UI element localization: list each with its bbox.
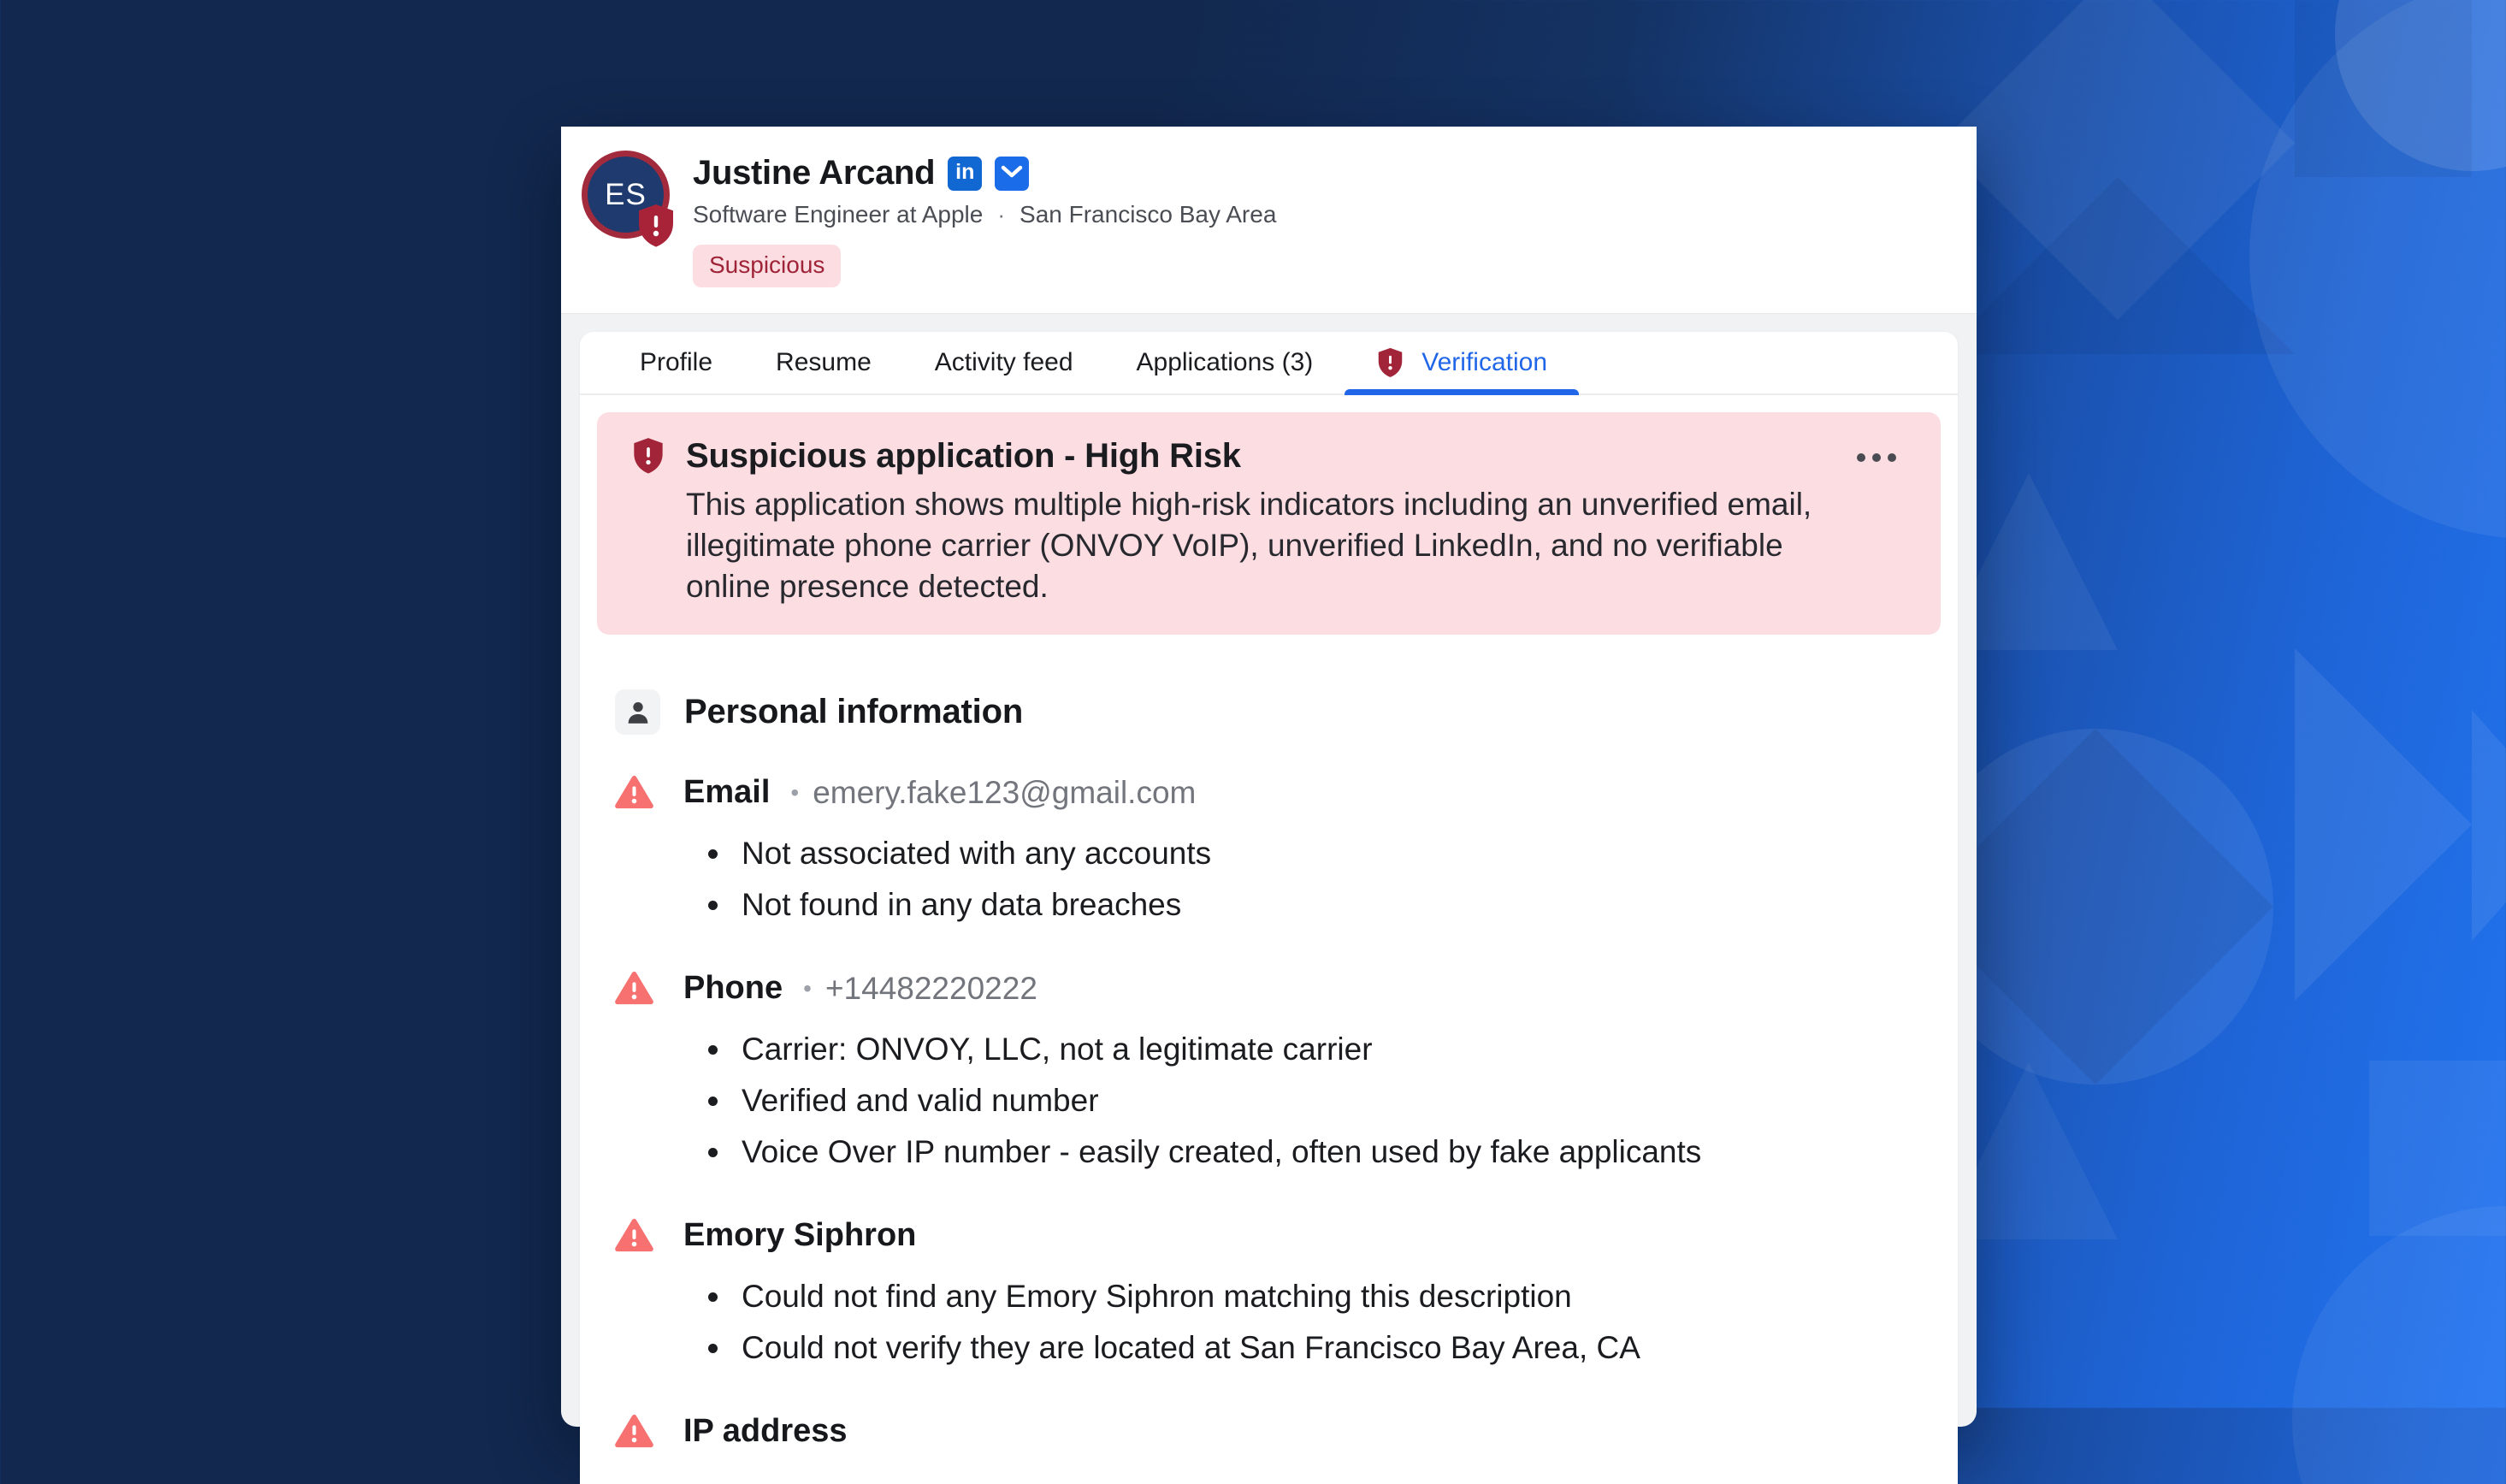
item-label: IP address — [683, 1413, 848, 1449]
linkedin-icon[interactable]: in — [948, 157, 982, 191]
candidate-profile-card — [561, 127, 1977, 1449]
label-value-separator: • — [790, 778, 800, 806]
avatar — [582, 151, 670, 239]
verification-item-ip — [615, 1413, 1920, 1450]
finding-bullet: • Voice Over IP number - easily created, often used by fake applicants — [733, 1126, 1920, 1178]
finding-bullet: • Not found in any data breaches — [733, 879, 1920, 931]
tab-profile[interactable]: Profile — [640, 348, 713, 376]
person-icon — [615, 689, 660, 735]
shield-alert-icon — [1376, 346, 1404, 379]
verification-item-phone — [615, 970, 1920, 1178]
header-info — [693, 151, 1276, 287]
item-label: Emory Siphron — [683, 1217, 917, 1253]
mail-icon[interactable] — [995, 157, 1029, 191]
candidate-location: San Francisco Bay Area — [1020, 201, 1277, 228]
tab-verification-label: Verification — [1421, 348, 1548, 376]
content-panel — [580, 332, 1958, 1484]
shield-alert-icon — [631, 436, 665, 476]
phone-value: +14482220222 — [824, 970, 1037, 1006]
overflow-menu-icon[interactable] — [1852, 448, 1901, 467]
candidate-name: Justine Arcand — [693, 154, 936, 192]
suspicious-badge: Suspicious — [693, 245, 841, 287]
tab-activity-feed[interactable]: Activity feed — [934, 348, 1073, 376]
finding-bullet: • Carrier: ONVOY, LLC, not a legitimate carrier — [733, 1024, 1920, 1075]
card-body — [561, 314, 1977, 1484]
risk-alert-banner — [597, 412, 1941, 635]
finding-bullet: • Could not find any Emory Siphron matching this description — [733, 1271, 1920, 1322]
personal-info-header — [615, 689, 1920, 735]
alert-title: Suspicious application - High Risk — [686, 436, 1241, 475]
tab-bar — [580, 332, 1958, 395]
warning-triangle-icon — [615, 775, 653, 810]
avatar-initials: ES — [582, 151, 670, 239]
item-label: Email — [683, 774, 771, 810]
tab-verification[interactable] — [1345, 332, 1579, 393]
finding-bullet: • Could not verify they are located at San Francisco Bay Area, CA — [733, 1322, 1920, 1374]
candidate-role: Software Engineer at Apple — [693, 201, 984, 228]
alert-description: This application shows multiple high-risk indicators including an unverified email, illegitimate phone carrier (ONVOY VoIP), unverified LinkedIn, and no verifiable online presence detected. — [686, 487, 1812, 604]
label-value-separator: • — [803, 974, 812, 1002]
email-value: emery.fake123@gmail.com — [813, 774, 1197, 810]
finding-bullet: • Verified and valid number — [733, 1075, 1920, 1126]
warning-triangle-icon — [615, 971, 653, 1006]
avatar-alert-shield-icon — [635, 203, 677, 249]
item-label: Phone — [683, 970, 783, 1006]
verification-sections — [580, 635, 1958, 1484]
warning-triangle-icon — [615, 1414, 653, 1449]
warning-triangle-icon — [615, 1218, 653, 1253]
candidate-subtitle — [693, 201, 1276, 228]
tab-resume[interactable]: Resume — [776, 348, 872, 376]
verification-item-name — [615, 1217, 1920, 1374]
tab-applications[interactable]: Applications (3) — [1136, 348, 1314, 376]
verification-item-email — [615, 774, 1920, 931]
subtitle-separator: · — [997, 201, 1006, 228]
profile-header — [561, 127, 1977, 314]
section-title: Personal information — [684, 693, 1024, 730]
finding-bullet: • Not associated with any accounts — [733, 828, 1920, 879]
